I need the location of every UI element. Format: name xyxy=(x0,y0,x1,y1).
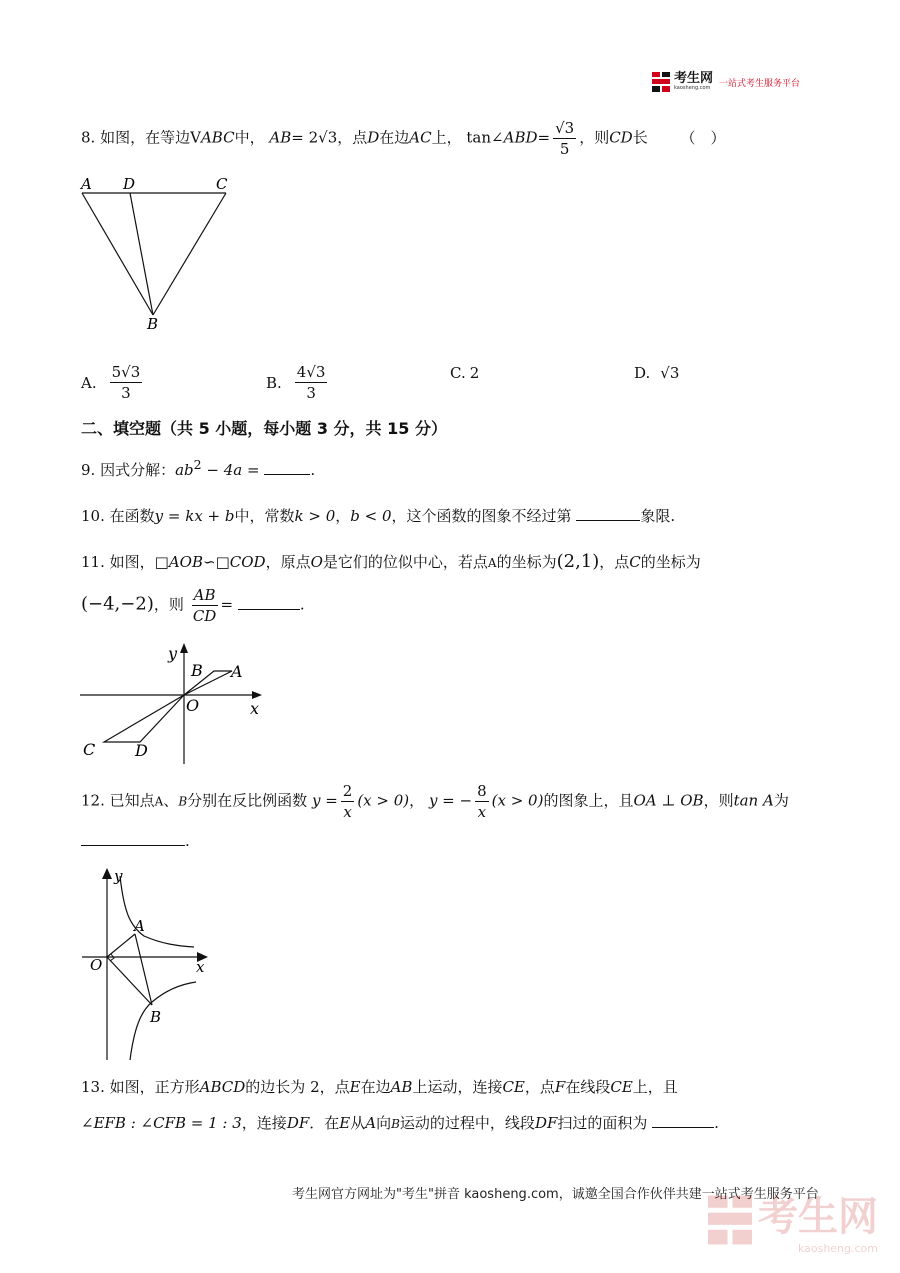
figure-q11-homothety xyxy=(80,642,270,767)
option-label: C. xyxy=(450,364,466,382)
stem-text: 的边长为 2，点 xyxy=(245,1078,350,1096)
option-label: D. xyxy=(634,364,651,382)
triangle-cod xyxy=(104,695,184,742)
point-b: B xyxy=(178,794,188,809)
function-1-domain: (x > 0) xyxy=(357,791,410,810)
exponent: 2 xyxy=(193,457,202,472)
curve-y-neg-8-over-x xyxy=(130,982,196,1060)
function-1-fraction xyxy=(341,781,355,822)
y-axis-arrow-icon xyxy=(180,643,188,653)
period: . xyxy=(714,1114,719,1132)
stem-text: ，则 xyxy=(579,128,610,147)
figure-q8-triangle xyxy=(78,172,248,332)
coordinate-c: (−4,−2) xyxy=(81,593,154,615)
period: . xyxy=(299,595,305,614)
equals-sign: = xyxy=(537,128,551,147)
stem-text: 在函数 xyxy=(109,507,155,525)
angle-ratio: ∠EFB : ∠CFB = 1 : 3 xyxy=(81,1114,242,1132)
watermark-text: 考生网 xyxy=(758,1194,878,1240)
stem-text: 如图，在等边 xyxy=(100,128,191,147)
option-b[interactable] xyxy=(266,362,330,403)
option-d[interactable] xyxy=(634,364,679,382)
label-c: C xyxy=(216,175,228,193)
question-8-stem xyxy=(81,118,726,159)
point-a: A xyxy=(365,1114,377,1132)
question-number: 8. xyxy=(81,128,96,147)
expression: − 4a = xyxy=(201,461,260,479)
triangle-box-symbol: □ xyxy=(154,553,169,571)
fraction-numerator: AB xyxy=(193,586,216,604)
stem-text: 上运动，连接 xyxy=(412,1078,503,1096)
fraction-numerator: 8 xyxy=(477,782,487,800)
perpendicular-condition: OA ⊥ OB xyxy=(633,791,704,810)
option-value: 2 xyxy=(469,364,480,382)
period: . xyxy=(310,461,316,479)
stem-text: 上， xyxy=(431,128,462,147)
question-12-line2 xyxy=(81,832,190,850)
question-9 xyxy=(81,457,315,480)
label-a: A xyxy=(231,662,243,681)
question-10 xyxy=(81,505,675,526)
stem-text: ，原点 xyxy=(265,553,311,571)
fraction-numerator: 4√3 xyxy=(296,363,326,381)
label-x: x xyxy=(250,699,260,718)
function-2-domain: (x > 0) xyxy=(491,791,544,810)
triangle-box-symbol: □ xyxy=(215,553,230,571)
triangle-cod: COD xyxy=(229,553,266,571)
stem-text: 扫过的面积为 xyxy=(557,1114,648,1132)
label-d: D xyxy=(135,741,148,760)
equals-two: = 2 xyxy=(291,128,319,147)
option-label: A. xyxy=(81,373,97,392)
figure-q12-hyperbola xyxy=(78,864,218,1064)
stem-text: 为 xyxy=(773,791,789,810)
stem-text: 中， xyxy=(234,128,265,147)
stem-text: 的坐标为 xyxy=(640,553,701,571)
segment-ab: AB xyxy=(390,1078,413,1096)
stem-text: 上，且 xyxy=(632,1078,678,1096)
label-o: O xyxy=(90,956,103,974)
option-value: √3 xyxy=(660,364,680,382)
tan-a: tan A xyxy=(733,791,774,810)
segment-ac: AC xyxy=(409,128,432,147)
stem-text: ，点 xyxy=(599,553,630,571)
comma: ， xyxy=(409,791,425,810)
curve-y-2-over-x xyxy=(120,876,194,947)
label-a: A xyxy=(134,917,145,935)
stem-text: 的坐标为 xyxy=(496,553,557,571)
watermark xyxy=(708,1185,878,1255)
label-y: y xyxy=(114,867,123,885)
point-e: E xyxy=(349,1078,361,1096)
section-heading: 二、填空题（共 5 小题，每小题 3 分，共 15 分） xyxy=(81,419,447,438)
y-axis-arrow-icon xyxy=(102,868,112,879)
stem-text: ，点 xyxy=(524,1078,555,1096)
answer-blank[interactable] xyxy=(264,474,310,475)
function-expression: y = kx + b xyxy=(154,507,235,525)
function-2-fraction xyxy=(475,781,489,822)
stem-text: ．在 xyxy=(309,1114,340,1132)
stem-text: ，则 xyxy=(703,791,734,810)
segment-ab: AB xyxy=(269,128,292,147)
fraction-denominator: 5 xyxy=(559,140,570,158)
question-13-line1 xyxy=(81,1076,678,1097)
tan-fraction xyxy=(553,118,576,159)
label-a: A xyxy=(81,175,92,193)
point-c: C xyxy=(629,553,641,571)
segment-ob xyxy=(107,957,152,1005)
side-ab xyxy=(82,193,153,315)
fraction-numerator: 2 xyxy=(342,782,353,800)
option-a[interactable] xyxy=(81,362,145,403)
option-fraction xyxy=(110,362,143,403)
stem-text: 在边 xyxy=(379,128,410,147)
answer-blank[interactable] xyxy=(81,845,185,846)
logo-url: kaosheng.com xyxy=(674,85,711,91)
stem-text: ，点 xyxy=(337,128,368,147)
stem-text: 从 xyxy=(350,1114,366,1132)
tan-angle: tan∠ xyxy=(466,128,504,147)
function-2-lhs: y = − xyxy=(428,791,473,810)
stem-text: 已知点 xyxy=(109,791,155,810)
fraction-denominator: CD xyxy=(192,607,217,625)
answer-blank[interactable] xyxy=(576,520,640,521)
function-1-lhs: y = xyxy=(311,791,338,810)
fraction-denominator: x xyxy=(477,803,487,821)
segment-df: DF xyxy=(286,1114,310,1132)
stem-text: 分别在反比例函数 xyxy=(187,791,308,810)
fraction-denominator: 3 xyxy=(121,384,131,402)
label-b: B xyxy=(150,1008,162,1026)
segment-df: DF xyxy=(534,1114,558,1132)
stem-text: 长 xyxy=(632,128,648,147)
point-e: E xyxy=(339,1114,351,1132)
segment-ce: CE xyxy=(502,1078,525,1096)
stem-text: 在边 xyxy=(360,1078,391,1096)
point-d: D xyxy=(367,128,380,147)
period: . xyxy=(185,832,190,850)
stem-text: ，这个函数的图象不经过第 xyxy=(391,507,572,525)
label-x: x xyxy=(196,958,205,976)
answer-parentheses: （ ） xyxy=(680,128,726,147)
point-a: A xyxy=(487,556,497,570)
header-logo xyxy=(652,72,800,92)
comma: ， xyxy=(335,507,351,525)
stem-text: 运动的过程中，线段 xyxy=(399,1114,535,1132)
question-number: 11. xyxy=(81,553,105,571)
stem-text: 因式分解： xyxy=(100,461,176,479)
equals-sign: = xyxy=(220,595,234,614)
question-number: 12. xyxy=(81,791,105,810)
condition-k: k > 0 xyxy=(294,507,336,525)
watermark-logo-icon xyxy=(708,1195,752,1245)
point-a: A xyxy=(154,794,164,809)
question-number: 13. xyxy=(81,1078,105,1096)
expression: ab xyxy=(175,461,194,479)
question-number: 10. xyxy=(81,507,105,525)
option-c[interactable] xyxy=(450,364,479,382)
stem-text: ，连接 xyxy=(241,1114,287,1132)
segment-ab xyxy=(135,934,152,1005)
question-13-line2 xyxy=(81,1112,719,1133)
x-axis-arrow-icon xyxy=(252,691,262,699)
label-b: B xyxy=(147,315,159,332)
stem-text: 如图，正方形 xyxy=(109,1078,200,1096)
condition-b: b < 0 xyxy=(350,507,392,525)
stem-text: 象限. xyxy=(640,507,676,525)
stem-text: 的图象上，且 xyxy=(543,791,634,810)
segment-oa xyxy=(107,934,135,957)
triangle-aob: AOB xyxy=(168,553,203,571)
ratio-fraction xyxy=(192,585,218,626)
sqrt-expression: √3 xyxy=(318,128,338,147)
sqrt-radicand: 3 xyxy=(327,128,338,147)
logo-name: 考生网 xyxy=(674,71,714,86)
triangle-name: ABC xyxy=(200,128,235,147)
answer-blank[interactable] xyxy=(652,1127,714,1128)
segment-bd xyxy=(130,193,153,315)
label-d: D xyxy=(123,175,136,193)
segment-cd: CD xyxy=(609,128,633,147)
kaosheng-logo-icon xyxy=(652,72,670,92)
option-label: B. xyxy=(266,373,282,392)
fraction-denominator: 3 xyxy=(306,384,316,402)
angle-abd: ABD xyxy=(503,128,538,147)
label-y: y xyxy=(168,644,178,663)
stem-text: 如图， xyxy=(109,553,155,571)
footer-text: 考生网官方网址为"考生"拼音 kaosheng.com，诚邀全国合作伙伴共建一站式考生服务平台 xyxy=(292,1187,819,1202)
point-b: B xyxy=(391,1117,400,1131)
stem-text: 向 xyxy=(376,1114,392,1132)
stem-text: 中，常数 xyxy=(234,507,295,525)
stem-text: 在线段 xyxy=(565,1078,611,1096)
question-11-line1 xyxy=(81,551,701,572)
label-b: B xyxy=(191,661,203,680)
similar-symbol: ∽ xyxy=(203,553,216,571)
fraction-numerator: √3 xyxy=(555,119,575,137)
answer-blank[interactable] xyxy=(238,609,300,610)
stem-text: 是它们的位似中心，若点 xyxy=(322,553,488,571)
triangle-symbol: V xyxy=(190,128,201,147)
option-fraction xyxy=(295,362,328,403)
stem-text: ，则 xyxy=(153,595,184,614)
separator: 、 xyxy=(163,791,179,810)
fraction-denominator: x xyxy=(343,803,352,821)
coordinate-a: (2,1) xyxy=(556,551,600,572)
logo-slogan: 一站式考生服务平台 xyxy=(719,78,801,89)
question-number: 9. xyxy=(81,461,96,479)
question-12-line1 xyxy=(81,781,789,822)
question-11-line2 xyxy=(81,585,305,626)
watermark-url: kaosheng.com xyxy=(797,1242,878,1255)
point-o: O xyxy=(310,553,323,571)
point-f: F xyxy=(554,1078,566,1096)
label-c: C xyxy=(83,740,96,759)
side-bc xyxy=(153,193,226,315)
label-o: O xyxy=(186,696,200,715)
fraction-numerator: 5√3 xyxy=(111,363,141,381)
square-abcd: ABCD xyxy=(199,1078,246,1096)
segment-ce: CE xyxy=(610,1078,633,1096)
